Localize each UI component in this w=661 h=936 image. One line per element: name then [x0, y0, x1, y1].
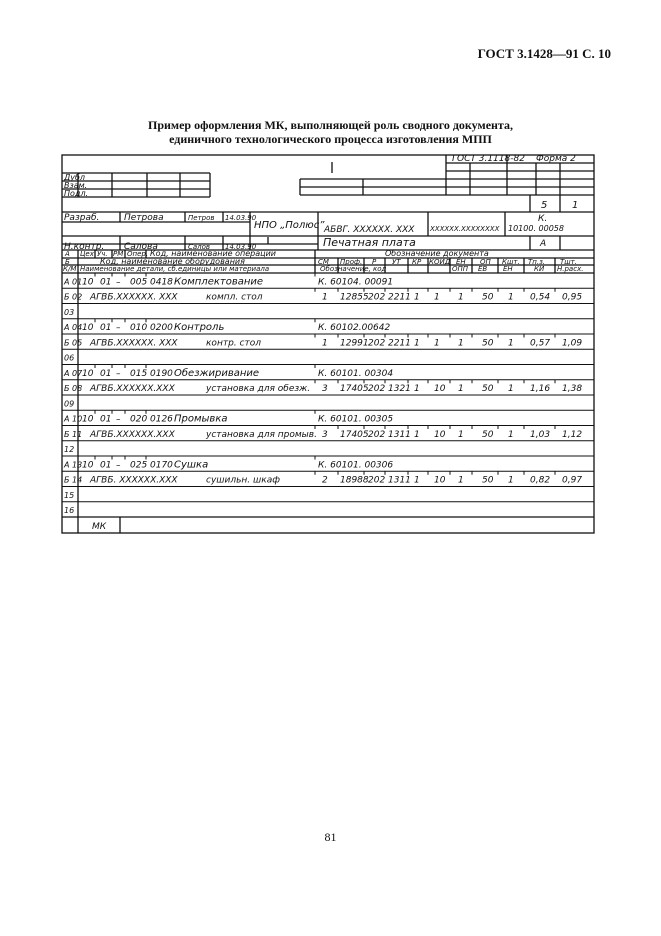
- row-sm: 2: [322, 475, 328, 486]
- row-en: 1: [458, 429, 464, 440]
- row-equipment-name: установка для промыв.: [206, 429, 317, 440]
- row-en: 1: [458, 384, 464, 394]
- row-document: К. 60104. 00091: [318, 277, 394, 288]
- row-number: 16: [64, 506, 75, 515]
- row-op: 50: [482, 384, 494, 394]
- row-uch: 01: [100, 323, 112, 333]
- row-prof: 18988: [340, 475, 369, 486]
- hdr-kr: КР: [412, 258, 422, 266]
- row-rm: –: [116, 460, 121, 471]
- row-uch: 01: [100, 460, 112, 471]
- row-number: А 07: [64, 368, 83, 378]
- row-op: 50: [482, 292, 494, 303]
- hdr-en2: ЕН: [503, 265, 513, 273]
- row-kr: 1: [414, 292, 420, 303]
- label-dubl: Дубл: [64, 173, 86, 182]
- row-op-name: Комплектование: [174, 276, 264, 288]
- hdr-km: К/М: [63, 265, 77, 273]
- nkontr-label: Н.контр.: [64, 242, 105, 252]
- row-uch: 01: [100, 368, 112, 379]
- row-rm: –: [116, 277, 121, 288]
- row-op-code: 0126: [150, 414, 173, 425]
- hdr-nrask: Н.расх.: [557, 265, 584, 273]
- hdr-ev: ЕВ: [478, 265, 488, 273]
- row-sm: 1: [322, 338, 328, 349]
- hdr-b: Б: [65, 258, 70, 266]
- hdr-uch: Уч.: [97, 250, 108, 258]
- hdr-tsekh: Цех: [80, 250, 94, 258]
- row-tsht: 1,38: [562, 384, 583, 394]
- row-equipment-name: сушильн. шкаф: [206, 475, 280, 486]
- row-koid: 1: [434, 338, 440, 349]
- row-equipment-code: АГВБ.XXXXXX. XXX: [90, 292, 178, 303]
- razrab-signature: Петров: [188, 214, 215, 222]
- row-document: К. 60101. 00304: [318, 368, 394, 379]
- product-name: Печатная плата: [323, 236, 416, 249]
- form-number: Форма 2: [536, 154, 576, 164]
- row-op: 50: [482, 429, 494, 440]
- row-op: 50: [482, 338, 494, 349]
- hdr-en: ЕН: [456, 258, 466, 266]
- row-op-name: Промывка: [174, 413, 228, 425]
- row-number: А 10: [64, 414, 83, 424]
- row-ut: 2211: [388, 292, 411, 303]
- hdr-rm: РМ: [113, 250, 124, 258]
- row-op-name: Обезжиривание: [174, 367, 260, 379]
- sheets-total: 5: [541, 200, 548, 211]
- row-tpz: 1,03: [530, 429, 551, 440]
- row-tsekh: 10: [82, 277, 94, 288]
- row-tpz: 0,82: [530, 475, 551, 486]
- hdr-koid: КОИД: [429, 258, 451, 266]
- row-equipment-name: контр. стол: [206, 338, 261, 349]
- razrab-name: Петрова: [124, 213, 164, 223]
- row-document: К. 60101. 00306: [318, 460, 394, 471]
- row-kst: 1: [508, 338, 514, 349]
- row-sm: 3: [322, 384, 328, 394]
- row-op-name: Контроль: [174, 322, 225, 333]
- row-equipment-name: компл. стол: [206, 292, 263, 303]
- hdr-detail: Наименование детали, сб.единицы или материала: [80, 265, 270, 273]
- row-ut: 1311: [388, 429, 411, 440]
- row-en: 1: [458, 475, 464, 486]
- row-number: 12: [64, 445, 75, 454]
- razrab-label: Разраб.: [64, 213, 100, 223]
- row-kr: 1: [414, 384, 420, 394]
- row-oper: 010: [130, 323, 148, 333]
- row-oper: 005: [130, 277, 148, 288]
- hdr-op-name: Код, наименование операции: [150, 249, 276, 258]
- row-sm: 1: [322, 292, 328, 303]
- row-tsht: 1,12: [562, 429, 583, 440]
- row-tpz: 0,54: [530, 292, 551, 303]
- row-kst: 1: [508, 429, 514, 440]
- row-number: А 04: [64, 323, 83, 332]
- row-oper: 025: [130, 460, 148, 471]
- row-number: 03: [64, 307, 75, 317]
- title-line-1: Пример оформления МК, выполняющей роль сводного документа,: [148, 118, 513, 132]
- row-koid: 10: [434, 475, 446, 486]
- hdr-op: ОП: [480, 258, 491, 266]
- row-kr: 1: [414, 429, 420, 440]
- row-rm: –: [116, 323, 121, 333]
- nkontr-date: 14.03.90: [225, 243, 257, 251]
- row-number: Б 14: [64, 475, 83, 485]
- row-r: 202: [368, 338, 386, 349]
- row-r: 202: [368, 475, 386, 486]
- hdr-r: Р: [372, 258, 377, 266]
- row-rm: –: [116, 368, 121, 379]
- razrab-date: 14.03.90: [225, 214, 257, 222]
- row-document: К. 60102.00642: [318, 323, 391, 333]
- hdr-kst: Кшт.: [502, 258, 520, 266]
- row-kst: 1: [508, 475, 514, 486]
- row-equipment-code: АГВБ.XXXXXX. XXX: [90, 338, 178, 349]
- row-oper: 020: [130, 414, 148, 425]
- row-kr: 1: [414, 475, 420, 486]
- footer-label: МК: [92, 522, 107, 532]
- row-tpz: 1,16: [530, 384, 551, 394]
- row-kst: 1: [508, 384, 514, 394]
- row-r: 202: [368, 429, 386, 440]
- hdr-tsht: Тшт.: [560, 258, 577, 266]
- row-r: 202: [368, 292, 386, 303]
- hdr-sm: СМ: [318, 258, 329, 266]
- row-ut: 1311: [388, 475, 411, 486]
- page-number: 81: [324, 830, 337, 844]
- row-number: Б 11: [64, 429, 83, 439]
- row-ut: 2211: [388, 338, 411, 349]
- hdr-designation-code: Обозначение, код: [320, 265, 387, 273]
- row-tsekh: 10: [82, 460, 94, 471]
- row-tsht: 0,95: [562, 292, 583, 303]
- hdr-doc-designation: Обозначение документа: [385, 249, 489, 258]
- hdr-tpz: Тп.з.: [528, 258, 546, 266]
- row-kst: 1: [508, 292, 514, 303]
- row-koid: 10: [434, 429, 446, 440]
- hdr-a: А: [65, 250, 70, 258]
- row-op-code: 0418: [150, 277, 173, 288]
- gost-ref: ГОСТ 3.1118-82: [452, 154, 525, 164]
- row-tsekh: 10: [82, 323, 94, 333]
- document-code-3: 10100. 00058: [508, 224, 564, 233]
- row-prof: 12855: [340, 292, 369, 303]
- hdr-oper: Опер.: [127, 250, 149, 258]
- row-en: 1: [458, 292, 464, 303]
- title-line-2: единичного технологического процесса изготовления МПП: [169, 132, 492, 146]
- row-number: Б 02: [64, 292, 83, 302]
- row-koid: 10: [434, 384, 446, 394]
- row-number: Б 05: [64, 338, 83, 348]
- row-number: 09: [64, 399, 75, 409]
- letter: А: [540, 239, 547, 249]
- page-header: ГОСТ 3.1428—91 С. 10: [477, 46, 611, 61]
- row-number: А 13: [64, 460, 83, 470]
- hdr-ut: УТ: [392, 258, 401, 266]
- row-equipment-code: АГВБ.XXXXXX.XXX: [90, 384, 175, 394]
- label-vzam: Взам.: [64, 181, 88, 190]
- document-code-2: XXXXXX.XXXXXXXX: [430, 225, 500, 233]
- row-oper: 015: [130, 368, 148, 379]
- row-equipment-code: АГВБ.XXXXXX.XXX: [90, 429, 175, 440]
- row-number: 06: [64, 353, 75, 363]
- row-prof: 12991: [340, 338, 369, 349]
- row-tsht: 1,09: [562, 338, 583, 349]
- row-en: 1: [458, 338, 464, 349]
- row-r: 202: [368, 384, 386, 394]
- row-prof: 17405: [340, 429, 369, 440]
- nkontr-signature: Салов: [188, 243, 211, 251]
- sheet-number: 1: [572, 200, 579, 211]
- row-tpz: 0,57: [530, 338, 551, 349]
- row-op-code: 0170: [150, 460, 173, 471]
- k-label: К.: [538, 214, 548, 224]
- row-equipment-code: АГВБ. XXXXXX.XXX: [90, 475, 178, 486]
- row-tsekh: 10: [82, 368, 94, 379]
- row-uch: 01: [100, 277, 112, 288]
- row-number: А 01: [64, 277, 83, 287]
- row-op-name: Сушка: [174, 459, 209, 471]
- nkontr-name: Салова: [124, 242, 158, 252]
- row-op: 50: [482, 475, 494, 486]
- document-code: АБВГ. XXXXXX. XXX: [324, 225, 415, 235]
- row-tsekh: 10: [82, 414, 94, 425]
- hdr-prof: Проф.: [340, 258, 363, 266]
- label-podl: Подл.: [64, 189, 89, 198]
- row-document: К. 60101. 00305: [318, 414, 394, 425]
- row-kr: 1: [414, 338, 420, 349]
- hdr-ki: КИ: [534, 265, 545, 273]
- row-uch: 01: [100, 414, 112, 425]
- row-op-code: 0200: [150, 323, 173, 333]
- row-prof: 17405: [340, 384, 369, 394]
- row-number: 15: [64, 490, 75, 500]
- row-tsht: 0,97: [562, 475, 583, 486]
- row-koid: 1: [434, 292, 440, 303]
- hdr-equipment: Код, наименование оборудования: [100, 257, 245, 266]
- row-ut: 1321: [388, 384, 411, 394]
- row-op-code: 0190: [150, 368, 173, 379]
- row-number: Б 08: [64, 384, 83, 393]
- hdr-opp: ОПП: [452, 265, 469, 273]
- organization: НПО „Полюс”: [254, 220, 325, 231]
- row-equipment-name: установка для обезж.: [206, 384, 311, 394]
- row-rm: –: [116, 414, 121, 425]
- row-sm: 3: [322, 429, 328, 440]
